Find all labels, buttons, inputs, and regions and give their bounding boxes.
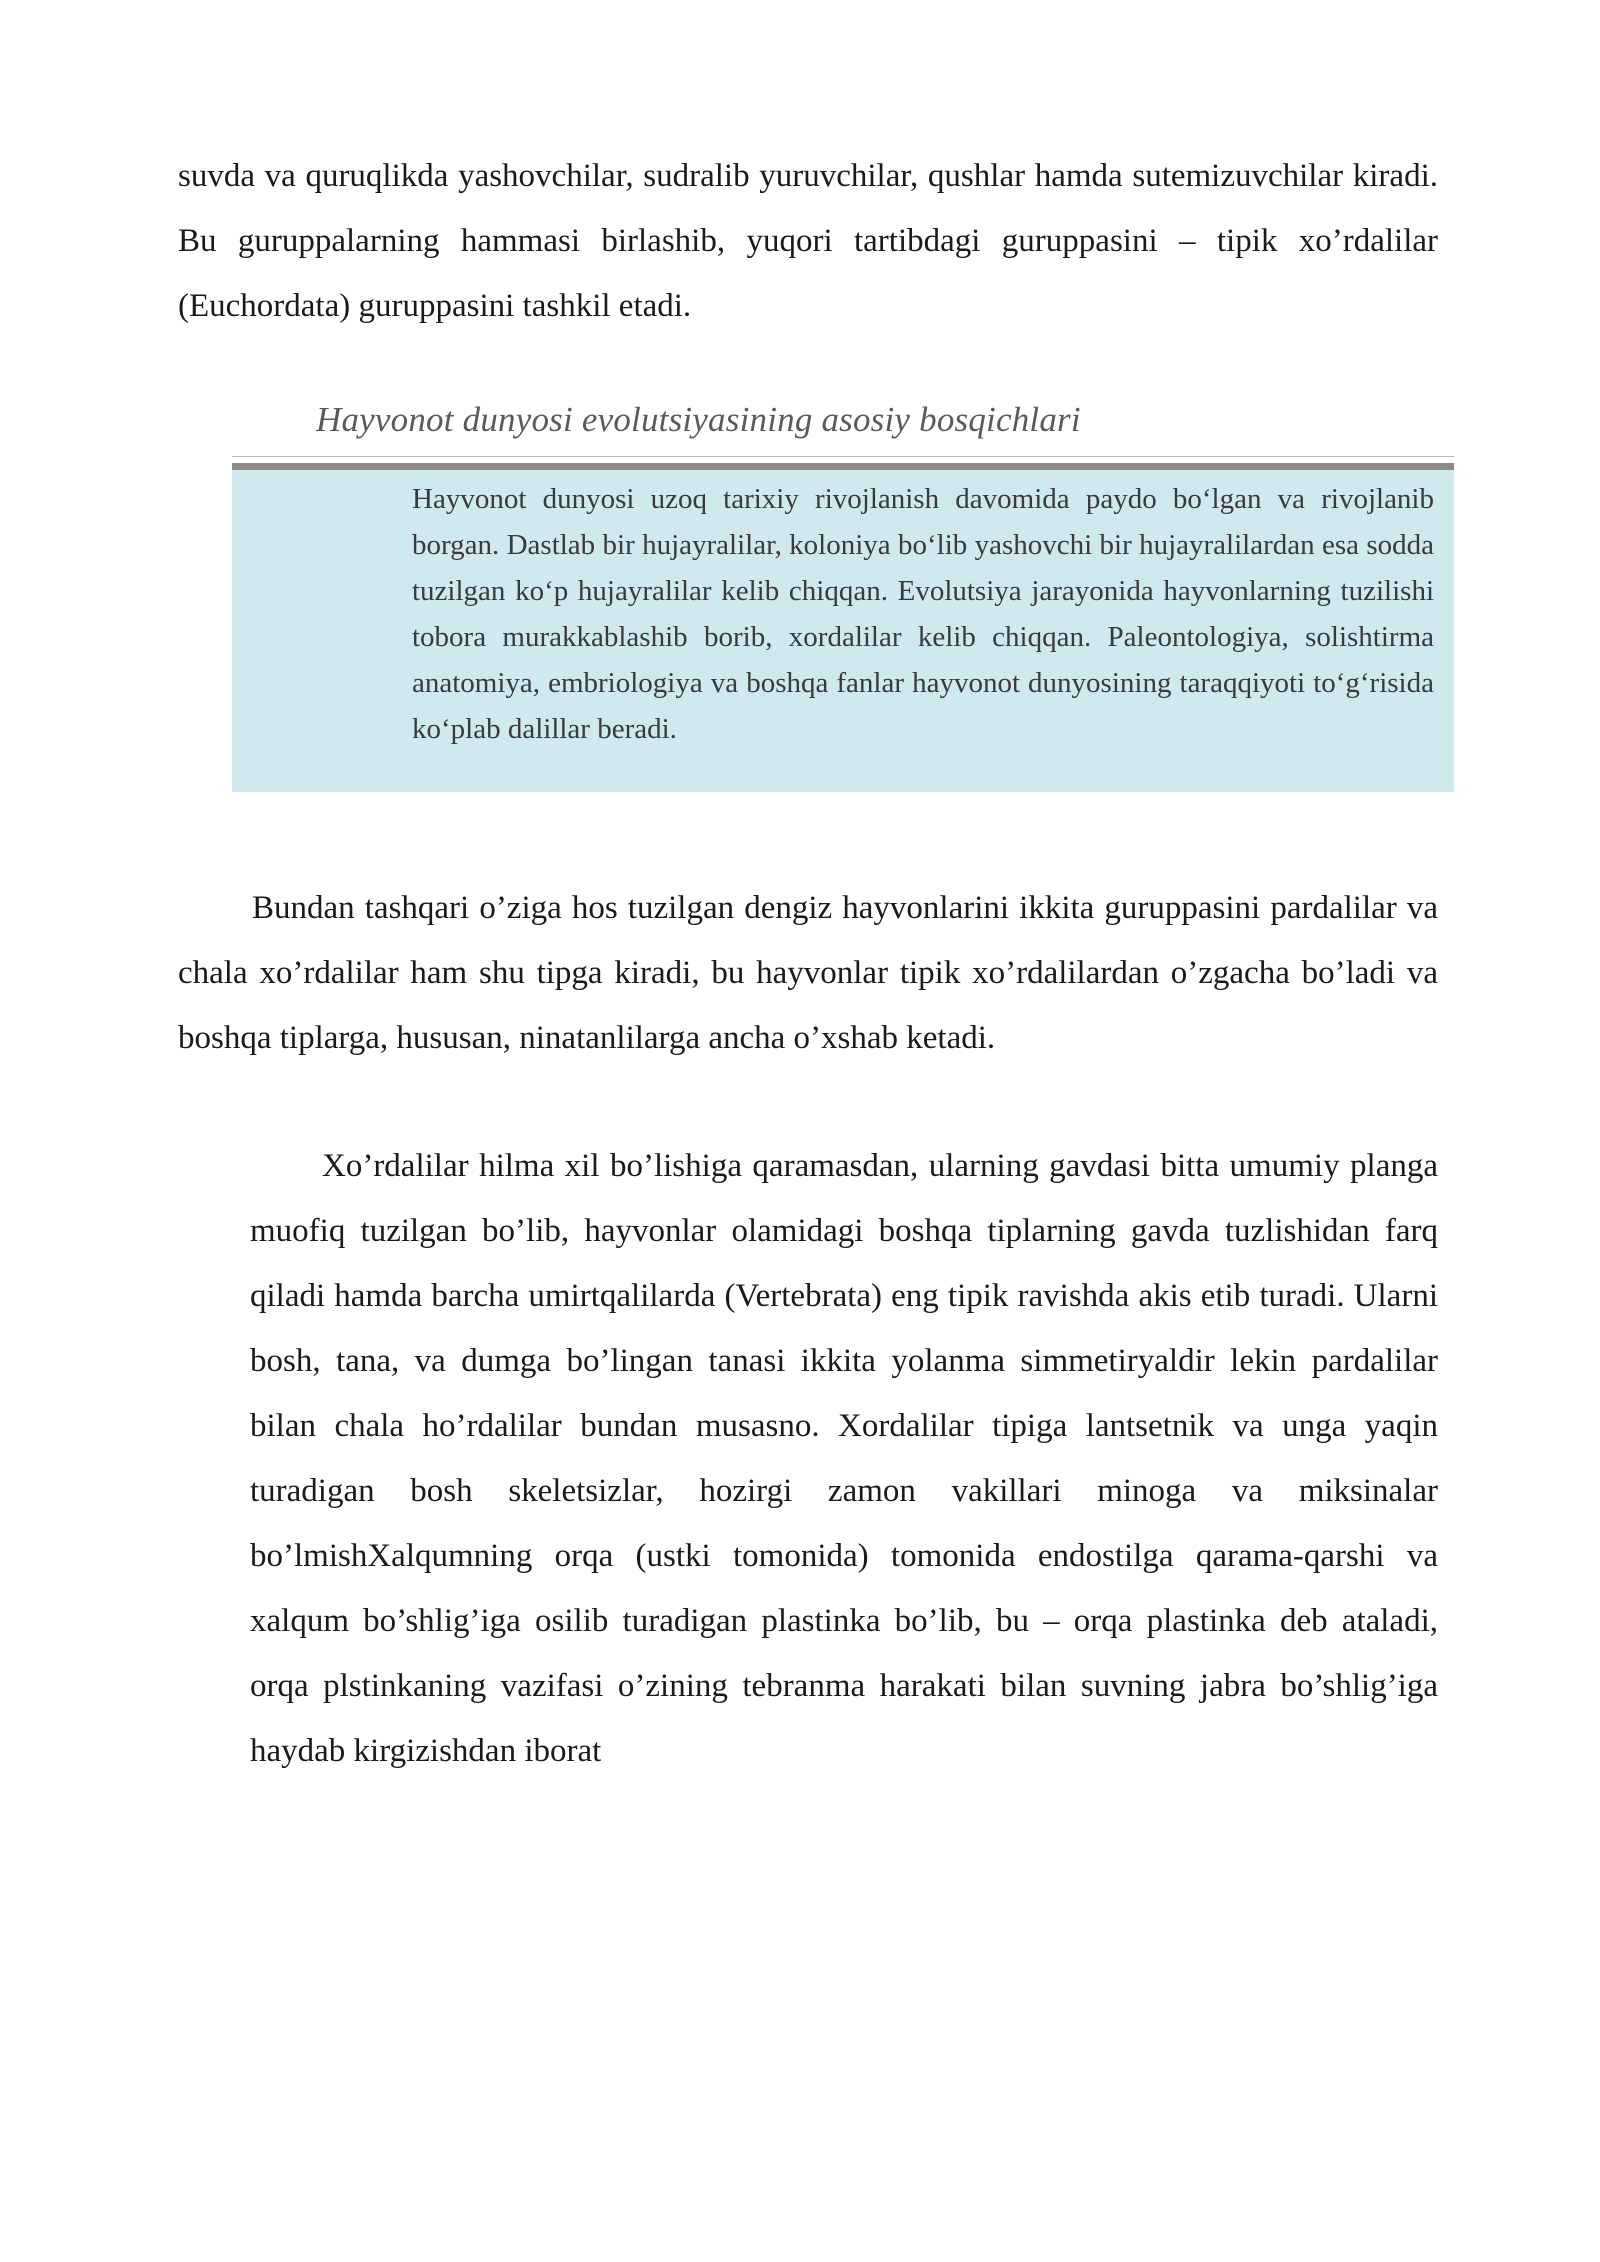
- paragraph-xordalilar: Xo’rdalilar hilma xil bo’lishiga qaramasdan, ularning gavdasi bitta umumiy planga muofiq tuzilgan bo’lib, hayvonlar olamidagi boshqa tiplarning gavda tuzlishidan farq qiladi hamda barcha umirtqalilarda (Vertebrata) eng tipik ravishda akis etib turadi. Ularni bosh, tana, va dumga bo’lingan tanasi ikkita yolanma simmetiryaldir lekin pardalilar bilan chala ho’rdalilar bundan musasno. Xordalilar tipiga lantsetnik va unga yaqin turadigan bosh skeletsizlar, hozirgi zamon vakillari minoga va miksinalar bo’lmishXalqumning orqa (ustki tomonida) tomonida endostilga qarama-qarshi va xalqum bo’shlig’iga osilib turadigan plastinka bo’lib, bu – orqa plastinka deb ataladi, orqa plstinkaning vazifasi o’zining tebranma harakati bilan suvning jabra bo’shlig’iga haydab kirgizishdan iborat: [250, 1148, 1438, 1769]
- excerpt-title: Hayvonot dunyosi evolutsiyasining asosiy bosqichlari: [316, 400, 1081, 439]
- paragraph-pardalilar: Bundan tashqari o’ziga hos tuzilgan dengiz hayvonlarini ikkita guruppasini pardalilar va chala xo’rdalilar ham shu tipga kiradi, bu hayvonlar tipik xo’rdalilardan o’zgacha bo’ladi va boshqa tiplarga, hususan, ninatanlilarga ancha o’xshab ketadi.: [178, 890, 1438, 1056]
- excerpt-text: Hayvonot dunyosi uzoq tarixiy rivojlanish davomida paydo bo‘lgan va rivojlanib borgan. Dastlab bir hujayralilar, koloniya bo‘lib yashovchi bir hujayralilardan esa sodda tuzilgan ko‘p hujayralilar kelib chiqqan. Evolutsiya jarayonida hayvonlarning tuzilishi tobora murakkablashib borib, xordalilar kelib chiqqan. Paleontologiya, solishtirma anatomiya, embriologiya va boshqa fanlar hayvonot dunyosining taraqqiyoti to‘g‘risida ko‘plab dalillar beradi.: [412, 483, 1434, 745]
- excerpt-thin-rule: [232, 456, 1454, 457]
- paragraph-intro: suvda va quruqlikda yashovchilar, sudralib yuruvchilar, qushlar hamda sutemizuvchilar kiradi. Bu guruppalarning hammasi birlashib, yuqori tartibdagi guruppasini – tipik xo’rdalilar (Euchordata) guruppasini tashkil etadi.: [178, 158, 1438, 324]
- textbook-excerpt-figure: [232, 400, 1454, 792]
- excerpt-rule: [232, 463, 1454, 470]
